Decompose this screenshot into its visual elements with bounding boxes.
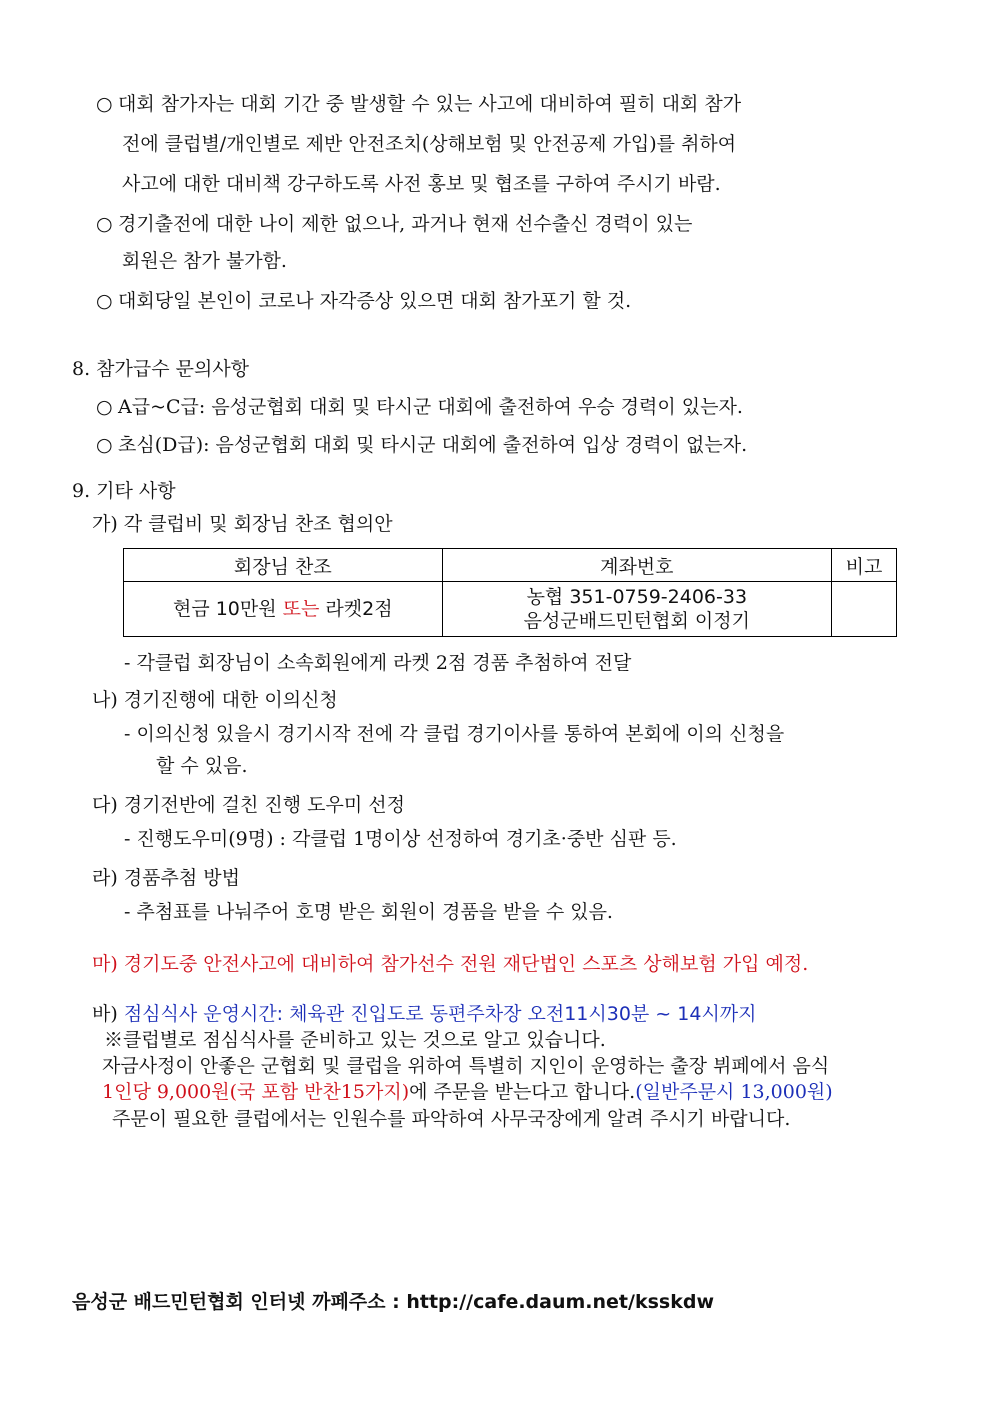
subsection-da-heading: 다) 경기전반에 걸친 진행 도우미 선정 [92, 794, 405, 816]
subsection-ga-note: - 각클럽 회장님이 소속회원에게 라켓 2점 경품 추첨하여 전달 [124, 652, 632, 674]
subsection-ba-line-5: 주문이 필요한 클럽에서는 인원수를 파악하여 사무국장에게 알려 주시기 바랍니다. [112, 1108, 791, 1130]
bullet-icon: ○ [96, 290, 113, 312]
cell-account [442, 582, 832, 637]
regular-order-price: (일반주문시 13,000원) [635, 1081, 833, 1103]
or-text: 또는 [282, 598, 320, 620]
buffet-price: 1인당 9,000원(국 포함 반찬15가지) [102, 1081, 410, 1103]
buffet-order-text: 에 주문을 받는다고 합니다. [409, 1081, 636, 1103]
table-row [124, 582, 897, 637]
section-8-item-2 [96, 432, 747, 458]
section-8-item-1 [96, 394, 743, 420]
subsection-na-line-1: - 이의신청 있을시 경기시작 전에 각 클럽 경기이사를 통하여 본회에 이의 신청을 [124, 723, 785, 745]
table-header-sponsorship: 회장님 찬조 [124, 549, 443, 582]
subsection-ba-line-3: 자금사정이 안좋은 군협회 및 클럽을 위하여 특별히 지인이 운영하는 출장 뷔페에서 음식 [102, 1055, 830, 1077]
subsection-ma-line: 마) 경기도중 안전사고에 대비하여 참가선수 전원 재단법인 스포츠 상해보험 가입 예정. [92, 953, 809, 975]
lunch-time-info: 점심식사 운영시간: 체육관 진입도로 동편주차장 오전11시30분 ~ 14시까지 [123, 1003, 757, 1025]
notice-item-3 [96, 288, 631, 314]
cash-text: 현금 10만원 [172, 598, 283, 620]
cell-sponsorship [124, 582, 443, 637]
account-holder: 음성군배드민턴협회 이정기 [523, 610, 750, 632]
subsection-ra-heading: 라) 경품추첨 방법 [92, 867, 240, 889]
subsection-na-line-2: 할 수 있음. [156, 755, 248, 777]
table-header-account: 계좌번호 [442, 549, 832, 582]
footer-cafe-address: 음성군 배드민턴협회 인터넷 까페주소 : http://cafe.daum.net/ksskdw [72, 1291, 715, 1313]
notice-item-2-line-1: 경기출전에 대한 나이 제한 없으나, 과거나 현재 선수출신 경력이 있는 [118, 213, 693, 235]
subsection-ra-line-1: - 추첨표를 나눠주어 호명 받은 회원이 경품을 받을 수 있음. [124, 901, 613, 923]
notice-item-1-line-1: 대회 참가자는 대회 기간 중 발생할 수 있는 사고에 대비하여 필히 대회 참가 [118, 93, 742, 115]
notice-item-1 [96, 91, 741, 117]
account-number: 농협 351-0759-2406-33 [526, 586, 748, 608]
notice-item-2-line-2: 회원은 참가 불가함. [122, 250, 287, 272]
bullet-icon: ○ [96, 434, 113, 456]
section-8-heading: 8. 참가급수 문의사항 [72, 358, 250, 380]
section-8-item-2-text: 초심(D급): 음성군협회 대회 및 타시군 대회에 출전하여 입상 경력이 없는자. [118, 434, 748, 456]
subsection-na-heading: 나) 경기진행에 대한 이의신청 [92, 689, 338, 711]
subsection-da-line-1: - 진행도우미(9명) : 각클럽 1명이상 선정하여 경기초·중반 심판 등. [124, 828, 677, 850]
subsection-ba-line-4 [102, 1079, 833, 1105]
section-9-heading: 9. 기타 사항 [72, 480, 176, 502]
notice-item-1-line-3: 사고에 대한 대비책 강구하도록 사전 홍보 및 협조를 구하여 주시기 바람. [122, 173, 721, 195]
section-8-item-1-text: A급~C급: 음성군협회 대회 및 타시군 대회에 출전하여 우승 경력이 있는자. [118, 396, 743, 418]
bullet-icon: ○ [96, 213, 113, 235]
sponsorship-table [123, 548, 897, 637]
racket-text: 라켓2점 [319, 598, 393, 620]
subsection-ga-heading: 가) 각 클럽비 및 회장님 찬조 협의안 [92, 513, 393, 535]
bullet-icon: ○ [96, 396, 113, 418]
notice-item-3-text: 대회당일 본인이 코로나 자각증상 있으면 대회 참가포기 할 것. [118, 290, 632, 312]
subsection-ba-line-2: ※클럽별로 점심식사를 준비하고 있는 것으로 알고 있습니다. [104, 1029, 606, 1051]
cell-remark [832, 582, 897, 637]
subsection-ba-prefix: 바) [92, 1003, 124, 1025]
table-header-remark: 비고 [832, 549, 897, 582]
table-header-row [124, 549, 897, 582]
notice-item-2 [96, 211, 692, 237]
subsection-ba-heading [92, 1001, 757, 1027]
bullet-icon: ○ [96, 93, 113, 115]
notice-item-1-line-2: 전에 클럽별/개인별로 제반 안전조치(상해보험 및 안전공제 가입)를 취하여 [122, 133, 737, 155]
